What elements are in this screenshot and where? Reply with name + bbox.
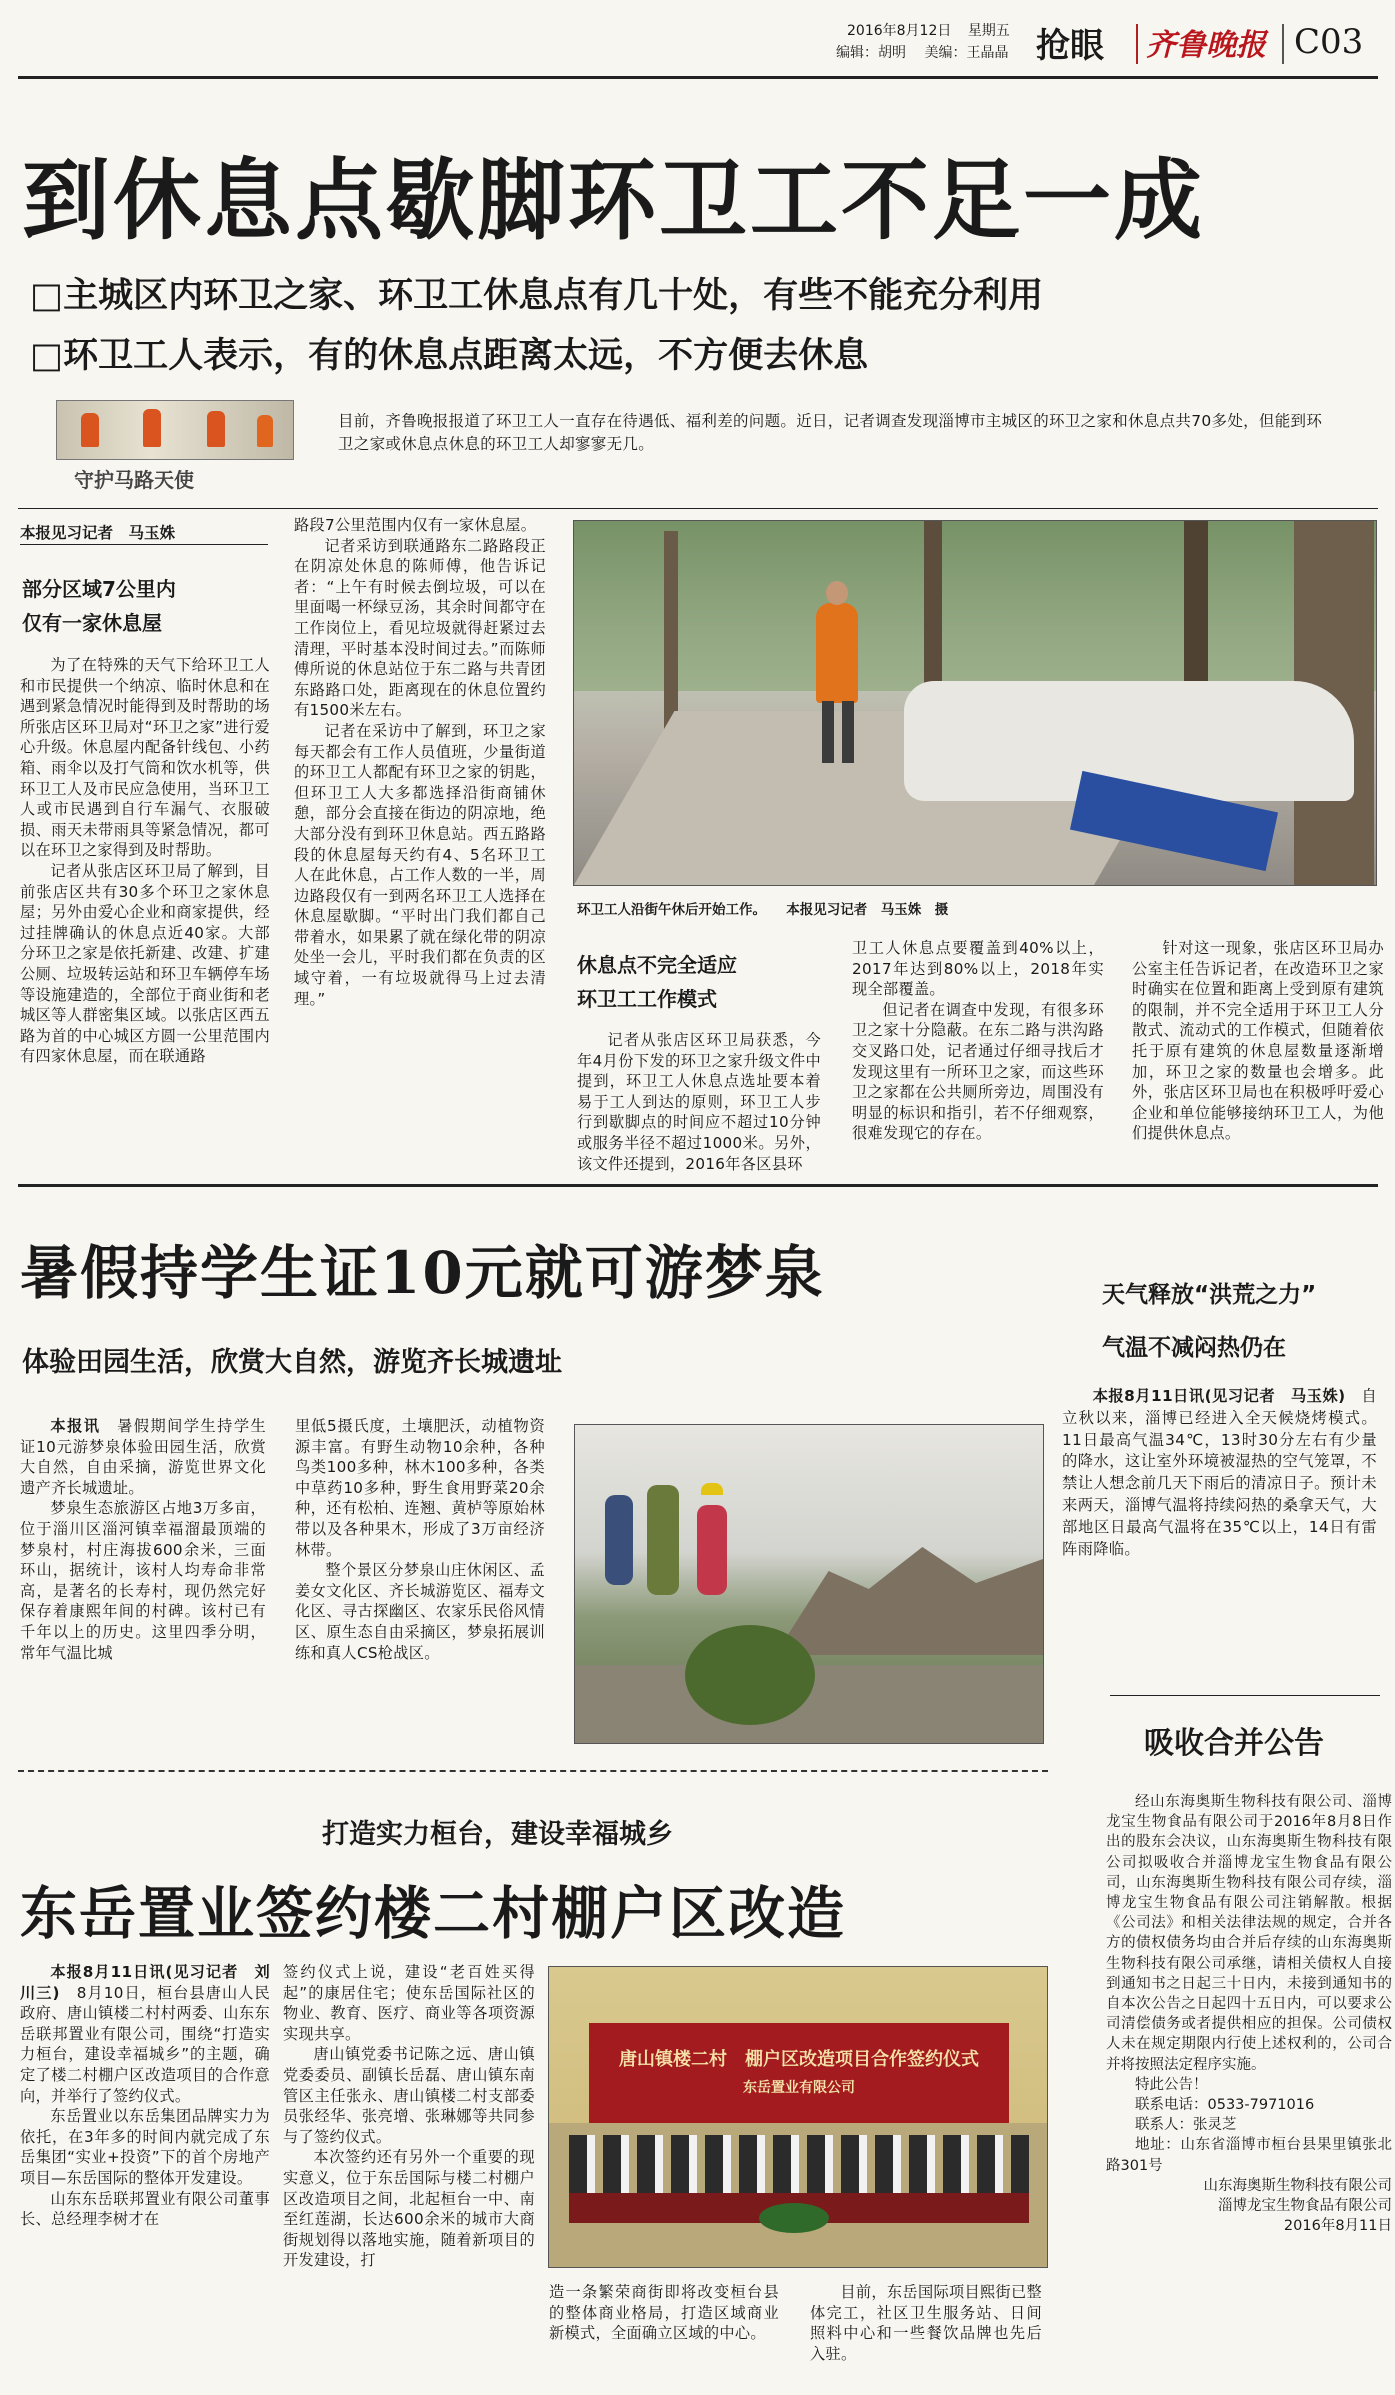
- notice-closing: 特此公告！: [1135, 2076, 1208, 2093]
- paragraph: 记者采访到联通路东二路路段正在阴凉处休息的陈师傅，他告诉记者：“上午有时候去倒垃圾，可以在里面喝一杯绿豆汤，其余时间都守在工作岗位上，看见垃圾就得赶紧过去清理，平时基本没时间过去。”而陈师傅所说的休息站位于东二路与共青团东路路口处，距离现在的休息位置约有1500米左右。: [294, 536, 546, 720]
- paragraph: 唐山镇党委书记陈之远、唐山镇党委委员、副镇长岳磊、唐山镇东南管区主任张永、唐山镇楼二村支部委员张经华、张亮增、张琳娜等共同参与了签约仪式。: [283, 2045, 535, 2146]
- story1-deck-2: □环卫工人表示，有的休息点距离太远，不方便去休息: [30, 336, 869, 376]
- notice-title: 吸收合并公告: [1144, 1726, 1324, 1761]
- series-tag-image: [56, 400, 294, 460]
- notice-address: 地址：山东省淄博市桓台县果里镇张北路301号: [1106, 2137, 1392, 2174]
- paragraph: 造一条繁荣商街即将改变桓台县的整体商业格局，打造区域商业新模式，全面确立区域的中心。: [549, 2283, 779, 2343]
- paragraph: 目前，东岳国际项目熙街已整体完工，社区卫生服务站、日间照料中心和一些餐饮品牌也先后入驻。: [810, 2283, 1042, 2363]
- masthead-divider: [1136, 24, 1138, 64]
- paragraph: 梦泉生态旅游区占地3万多亩，位于淄川区淄河镇幸福溜最顶端的梦泉村，村庄海拔600余米，三面环山，据统计，该村人均寿命非常高，是著名的长寿村，现仍然完好保存着康熙年间的村碑。该村已有千年以上的历史。这里四季分明，常年气温比城: [20, 1499, 266, 1662]
- notice-company-1: 山东海奥斯生物科技有限公司: [1203, 2177, 1392, 2194]
- paragraph-text: 8月10日，桓台县唐山人民政府、唐山镇楼二村村两委、山东东岳联邦置业有限公司，围绕“打造实力桓台，建设幸福城乡”的主题，确定了楼二村棚户区改造项目的合作意向，并举行了签约仪式。: [20, 1983, 271, 2105]
- paragraph: 东岳置业以东岳集团品牌实力为依托，在3年多的时间内就完成了东岳集团“实业+投资”下的首个房地产项目—东岳国际的整体开发建设。: [20, 2107, 270, 2187]
- paragraph-text: 暑假期间学生持学生证10元游梦泉体验田园生活，欣赏大自然，自由采摘，游览世界文化遗产齐长城遗址。: [20, 1417, 266, 1497]
- paragraph: 本次签约还有另外一个重要的现实意义，位于东岳国际与楼二村棚户区改造项目之间，北起桓台一中、南至红莲湖，长达600余米的城市大商街规划得以落地实施，随着新项目的开发建设，打: [283, 2148, 535, 2270]
- subhead-2-line-2: 环卫工工作模式: [577, 987, 717, 1011]
- paragraph: 针对这一现象，张店区环卫局办公室主任告诉记者，在改造环卫之家时确实在位置和距离上受到原有建筑的限制，并不完全适用于环卫工人分散式、流动式的工作模式，但随着依托于原有建筑的休息屋数量逐渐增加，环卫之家的数量也会增多。此外，张店区环卫局也在积极呼吁爱心企业和单位能够接纳环卫工人，为他们提供休息点。: [1132, 939, 1384, 1143]
- worker-figure: [816, 603, 858, 703]
- story1-subhead-2: [577, 948, 737, 1016]
- masthead-date: [847, 20, 1010, 40]
- designer-name: 美编：王晶晶: [924, 45, 1009, 61]
- issue-date: 2016年8月12日: [847, 23, 952, 39]
- story1-column-5: [1132, 938, 1384, 1144]
- section-rule-1: [18, 1184, 1378, 1187]
- notice-body: [1106, 1792, 1392, 2236]
- masthead-divider-2: [1282, 24, 1284, 64]
- paragraph: [1062, 1386, 1377, 1560]
- weather-title-2: 气温不减闷热仍在: [1102, 1335, 1286, 1361]
- byline-underline: [20, 544, 268, 545]
- paragraph: 签约仪式上说，建设“老百姓买得起”的康居住宅；使东岳国际社区的物业、教育、医疗、商业等各项资源实现共享。: [283, 1963, 535, 2043]
- series-tag-label: 守护马路天使: [74, 468, 194, 492]
- photo-mengquan-hikers: [574, 1424, 1044, 1744]
- story3-byline: 本报8月11日讯(见习记者 刘川三): [20, 1963, 270, 2002]
- editor-name: 编辑：胡明: [836, 45, 906, 61]
- notice-date: 2016年8月11日: [1283, 2218, 1392, 2235]
- paragraph: 但记者在调查中发现，有很多环卫之家十分隐蔽。在东二路与洪沟路交叉路口处，记者通过仔细寻找后才发现这里有一所环卫之家，而这些环卫之家都在公共厕所旁边，周围没有明显的标识和指引，若不仔细观察，很难发现它的存在。: [852, 1000, 1104, 1143]
- photo1-caption: 环卫工人沿街午休后开始工作。 本报见习记者 马玉姝 摄: [577, 902, 949, 918]
- notice-text: 经山东海奥斯生物科技有限公司、淄博龙宝生物食品有限公司于2016年8月8日作出的股东会决议，山东海奥斯生物科技有限公司拟吸收合并淄博龙宝生物食品有限公司，山东海奥斯生物科技有限公司存续，淄博龙宝生物食品有限公司注销解散。根据《公司法》和相关法律法规的规定，合并各方的债权债务均由合并后存续的山东海奥斯生物科技有限公司承继，请相关债权人自接到通知书之日起三十日内，未接到通知书的自本次公告之日起四十五日内，可以要求公司清偿债务或者提供相应的担保。公司债权人未在规定期限内行使上述权利的，公司合并将按照法定程序实施。: [1106, 1794, 1392, 2073]
- story3-column-3: [549, 2282, 779, 2344]
- story3-column-4: [810, 2282, 1042, 2364]
- notice-phone: 联系电话：0533-7971016: [1135, 2097, 1315, 2114]
- subhead-1-line-2: 仅有一家休息屋: [22, 611, 162, 635]
- story1-byline: 本报见习记者 马玉姝: [20, 524, 176, 542]
- story1-column-2: [294, 515, 546, 1009]
- story2-subtitle: 体验田园生活，欣赏大自然，游览齐长城遗址: [22, 1347, 562, 1378]
- paragraph: 记者从张店区环卫局获悉，今年4月份下发的环卫之家升级文件中提到，环卫工人休息点选址要本着易于工人到达的原则，环卫工人步行到歇脚点的时间应不超过10分钟或服务半径不超过1000米。另外，该文件还提到，2016年各区县环: [577, 1031, 821, 1173]
- notice-contact: 联系人：张灵芝: [1135, 2117, 1237, 2134]
- page-number: C03: [1294, 22, 1364, 62]
- weather-title-1: 天气释放“洪荒之力”: [1102, 1282, 1317, 1308]
- weather-text: 自立秋以来，淄博已经进入全天候烧烤模式。11日最高气温34℃，13时30分左右有少量的降水，这让室外环境被湿热的空气笼罩，不禁让人想念前几天下雨后的清凉日子。预计未来两天，淄博气温将持续闷热的桑拿天气，大部地区日最高气温将在35℃以上，14日有雷阵雨降临。: [1062, 1387, 1377, 1558]
- subhead-1-line-1: 部分区域7公里内: [22, 577, 176, 601]
- weather-sidebar: [1062, 1276, 1382, 1560]
- paragraph: 里低5摄氏度，土壤肥沃，动植物资源丰富。有野生动物10余种，各种鸟类100多种，林木100多种，各类中草药10多种，野生食用野菜20余种，还有松柏、连翘、黄栌等原始林带以及各种果木，形成了3万亩经济林带。: [295, 1417, 545, 1559]
- lead-tag: 本报讯: [50, 1417, 101, 1435]
- paragraph: [20, 1416, 266, 1498]
- weather-byline: 本报8月11日讯(见习记者 马玉姝): [1092, 1387, 1346, 1405]
- paragraph: 整个景区分梦泉山庄休闲区、孟姜女文化区、齐长城游览区、福寿文化区、寻古探幽区、农家乐民俗风情区、原生态自由采摘区，梦泉拓展训练和真人CS枪战区。: [295, 1561, 545, 1662]
- story1-subhead-1: [22, 572, 176, 640]
- story2-column-2: [295, 1416, 545, 1663]
- lede-rule: [18, 508, 1378, 509]
- banner-line-1: 唐山镇楼二村 棚户区改造项目合作签约仪式: [619, 2049, 979, 2070]
- ceremony-banner: [589, 2023, 1009, 2123]
- flower-arrangement: [759, 2203, 829, 2233]
- story2-headline: 暑假持学生证10元就可游梦泉: [20, 1239, 825, 1307]
- paragraph: 路段7公里范围内仅有一家休息屋。: [294, 516, 537, 534]
- notice-box: [1108, 1718, 1390, 2236]
- photo-sanitation-worker: [573, 520, 1377, 886]
- paper-logo: 齐鲁晚报: [1146, 28, 1266, 63]
- section-name: 抢眼: [1036, 26, 1104, 66]
- story1-column-1: [20, 655, 270, 1067]
- series-tag: [56, 400, 292, 500]
- header-rule: [18, 76, 1378, 79]
- story1-lede: 目前，齐鲁晚报报道了环卫工人一直存在待遇低、福利差的问题。近日，记者调查发现淄博市主城区的环卫之家和休息点共70多处，但能到环卫之家或休息点休息的环卫工人却寥寥无几。: [338, 412, 1323, 453]
- paragraph: 为了在特殊的天气下给环卫工人和市民提供一个纳凉、临时休息和在遇到紧急情况时能得到及时帮助的场所张店区环卫局对“环卫之家”进行爱心升级。休息屋内配备针线包、小药箱、雨伞以及打气筒和饮水机等，供环卫工人及市民应急使用，当环卫工人或市民遇到自行车漏气、衣服破损、雨天未带雨具等紧急情况，都可以在环卫之家得到及时帮助。: [20, 656, 270, 860]
- story3-column-1: [20, 1962, 270, 2230]
- paragraph: 记者从张店区环卫局了解到，目前张店区共有30多个环卫之家休息屋；另外由爱心企业和商家提供，经过挂牌确认的休息点近40家。大部分环卫之家是依托新建、改建、扩建公厕、垃圾转运站和环卫车辆停车场等设施建造的，全部位于商业街和老城区等人群密集区域。以张店区西五路为首的中心城区方圆一公里范围内有四家休息屋，而在联通路: [20, 861, 270, 1066]
- weather-body: [1062, 1386, 1377, 1560]
- paragraph: [20, 1962, 270, 2106]
- story3-column-2: [283, 1962, 535, 2271]
- story1-column-4: [852, 938, 1104, 1144]
- subhead-2-line-1: 休息点不完全适应: [577, 953, 737, 977]
- paragraph: 卫工人休息点要覆盖到40%以上，2017年达到80%以上，2018年实现全部覆盖。: [852, 939, 1104, 999]
- story2-column-1: [20, 1416, 266, 1663]
- story1-headline: 到休息点歇脚环卫工不足一成: [22, 148, 1206, 252]
- story1-deck-1: □主城区内环卫之家、环卫工休息点有几十处，有些不能充分利用: [30, 276, 1044, 316]
- weather-divider: [1110, 1695, 1380, 1696]
- section-rule-2: [18, 1770, 1048, 1772]
- banner-line-2: 东岳置业有限公司: [743, 2080, 855, 2096]
- story3-kicker: 打造实力桓台，建设幸福城乡: [322, 1819, 673, 1850]
- story3-headline: 东岳置业签约楼二村棚户区改造: [20, 1880, 846, 1947]
- photo-signing-ceremony: [548, 1966, 1048, 2268]
- masthead-editors: [836, 42, 1008, 62]
- story1-column-3: [577, 1030, 821, 1174]
- paragraph: 山东东岳联邦置业有限公司董事长、总经理李树才在: [20, 2189, 270, 2229]
- paragraph: 记者在采访中了解到，环卫之家每天都会有工作人员值班，少量街道的环卫工人都配有环卫之家的钥匙，但环卫工人大多都选择沿街商铺休憩，部分会直接在街边的阴凉地，绝大部分没有到环卫休息站。西五路路段的休息屋每天约有4、5名环卫工人在此休息，占工作人数的一半，周边路段仅有一到两名环卫工人选择在休息屋歇脚。“平时出门我们都自己带着水，如果累了就在绿化带的阴凉处坐一会儿，平时我们都在负责的区域守着，一有垃圾就得马上过去清理。”: [294, 721, 546, 1008]
- notice-company-2: 淄博龙宝生物食品有限公司: [1218, 2198, 1392, 2215]
- issue-weekday: 星期五: [967, 23, 1010, 39]
